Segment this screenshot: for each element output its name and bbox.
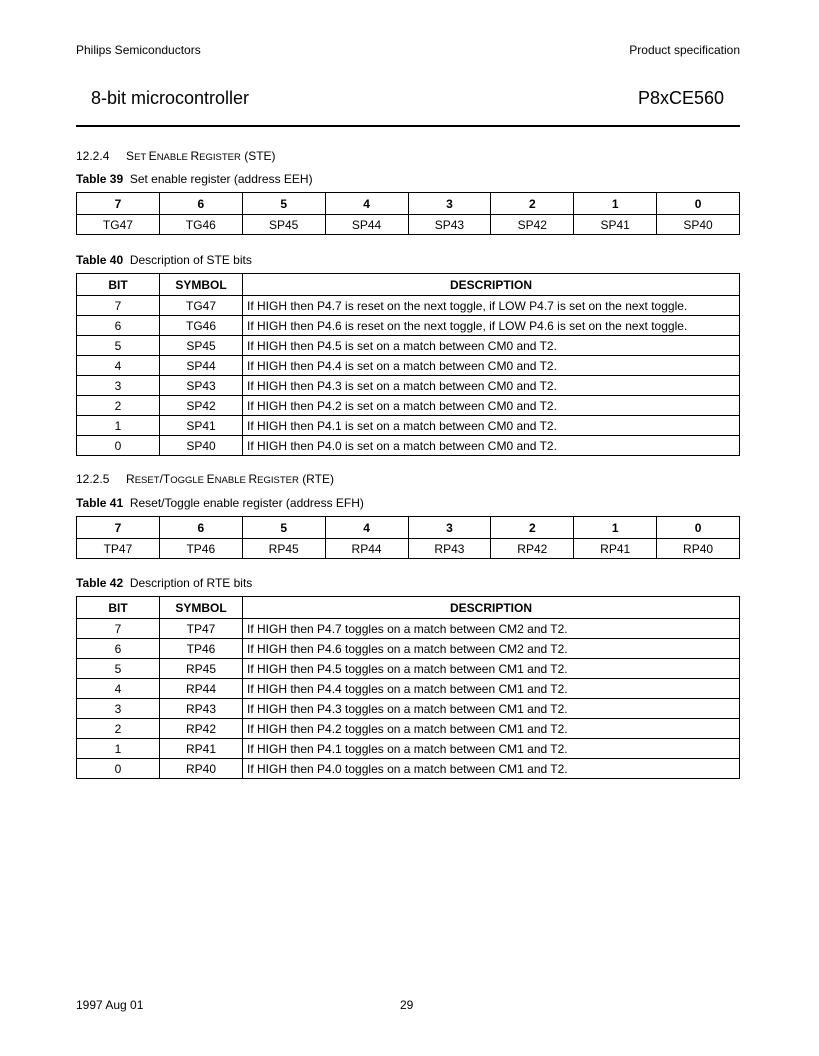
bit-header: 0 [657, 517, 740, 539]
bit-header: 4 [325, 193, 408, 215]
table-row: 3 SP43 If HIGH then P4.3 is set on a match between CM0 and T2. [77, 376, 740, 396]
table-row: 3 RP43 If HIGH then P4.3 toggles on a match between CM1 and T2. [77, 699, 740, 719]
bit-name: RP43 [408, 539, 491, 559]
table-label: Table 39 [76, 172, 124, 186]
bit-header: 7 [77, 517, 160, 539]
table-row: 5 RP45 If HIGH then P4.5 toggles on a match between CM1 and T2. [77, 659, 740, 679]
table-row: 5 SP45 If HIGH then P4.5 is set on a match between CM0 and T2. [77, 336, 740, 356]
bit-header: 5 [242, 517, 325, 539]
table-42-caption: Table 42 Description of RTE bits [76, 576, 253, 590]
table-row: 4 RP44 If HIGH then P4.4 toggles on a match between CM1 and T2. [77, 679, 740, 699]
table-row: 7 TG47 If HIGH then P4.7 is reset on the next toggle, if LOW P4.7 is set on the next toggle. [77, 296, 740, 316]
table-label: Table 42 [76, 576, 124, 590]
table-label: Table 40 [76, 253, 124, 267]
section-title: RESET/TOGGLE ENABLE REGISTER [126, 472, 299, 486]
bit-header: 4 [325, 517, 408, 539]
bit-name: RP44 [325, 539, 408, 559]
section-heading-rte: 12.2.5 RESET/TOGGLE ENABLE REGISTER (RTE) [76, 472, 334, 486]
table-row: 6 TP46 If HIGH then P4.6 toggles on a match between CM2 and T2. [77, 639, 740, 659]
document-type: Product specification [629, 43, 740, 57]
table-41 [76, 516, 740, 559]
bit-header: 6 [159, 517, 242, 539]
bit-name: SP44 [325, 215, 408, 235]
column-header: BIT [77, 274, 160, 296]
bit-header: 5 [242, 193, 325, 215]
bit-name: TP46 [159, 539, 242, 559]
document-title: 8-bit microcontroller [91, 88, 250, 108]
bit-header: 3 [408, 193, 491, 215]
bit-header: 2 [491, 193, 574, 215]
table-row: 6 TG46 If HIGH then P4.6 is reset on the next toggle, if LOW P4.6 is set on the next toggle. [77, 316, 740, 336]
table-41-caption: Table 41 Reset/Toggle enable register (address EFH) [76, 496, 364, 510]
bit-name: SP45 [242, 215, 325, 235]
bit-header: 1 [574, 517, 657, 539]
bit-name: TG46 [159, 215, 242, 235]
part-number: P8xCE560 [637, 88, 724, 108]
bit-header: 1 [574, 193, 657, 215]
bit-name: SP41 [574, 215, 657, 235]
table-40-caption: Table 40 Description of STE bits [76, 253, 252, 267]
bit-name: SP40 [657, 215, 740, 235]
section-number: 12.2.5 [76, 472, 110, 486]
bit-header: 0 [657, 193, 740, 215]
company-name: Philips Semiconductors [76, 43, 201, 57]
table-row: 1 SP41 If HIGH then P4.1 is set on a match between CM0 and T2. [77, 416, 740, 436]
page-number: 29 [400, 998, 414, 1012]
table-row: 4 SP44 If HIGH then P4.4 is set on a match between CM0 and T2. [77, 356, 740, 376]
column-header: SYMBOL [160, 274, 243, 296]
bit-header: 7 [77, 193, 160, 215]
bit-name: TP47 [77, 539, 160, 559]
table-row: 7 TP47 If HIGH then P4.7 toggles on a match between CM2 and T2. [77, 619, 740, 639]
table-label: Table 41 [76, 496, 124, 510]
column-header: DESCRIPTION [243, 597, 740, 619]
bit-name: SP43 [408, 215, 491, 235]
bit-header: 2 [491, 517, 574, 539]
bit-name: RP45 [242, 539, 325, 559]
footer-date: 1997 Aug 01 [76, 998, 144, 1012]
bit-name: SP42 [491, 215, 574, 235]
table-row: 1 RP41 If HIGH then P4.1 toggles on a match between CM1 and T2. [77, 739, 740, 759]
table-row: 0 RP40 If HIGH then P4.0 toggles on a match between CM1 and T2. [77, 759, 740, 779]
bit-header: 6 [159, 193, 242, 215]
section-heading-ste: 12.2.4 SET ENABLE REGISTER (STE) [76, 149, 276, 163]
table-40 [76, 273, 740, 456]
column-header: BIT [77, 597, 160, 619]
header-rule [76, 125, 740, 127]
table-42 [76, 596, 740, 779]
bit-name: RP42 [491, 539, 574, 559]
bit-name: TG47 [77, 215, 160, 235]
bit-name: RP40 [657, 539, 740, 559]
table-39-caption: Table 39 Set enable register (address EEH) [76, 172, 313, 186]
table-row: 2 RP42 If HIGH then P4.2 toggles on a match between CM1 and T2. [77, 719, 740, 739]
section-title: SET ENABLE REGISTER [126, 149, 241, 163]
table-row: 2 SP42 If HIGH then P4.2 is set on a match between CM0 and T2. [77, 396, 740, 416]
table-row: 0 SP40 If HIGH then P4.0 is set on a match between CM0 and T2. [77, 436, 740, 456]
bit-header: 3 [408, 517, 491, 539]
bit-name: RP41 [574, 539, 657, 559]
table-39 [76, 192, 740, 235]
column-header: DESCRIPTION [243, 274, 740, 296]
section-number: 12.2.4 [76, 149, 110, 163]
column-header: SYMBOL [160, 597, 243, 619]
